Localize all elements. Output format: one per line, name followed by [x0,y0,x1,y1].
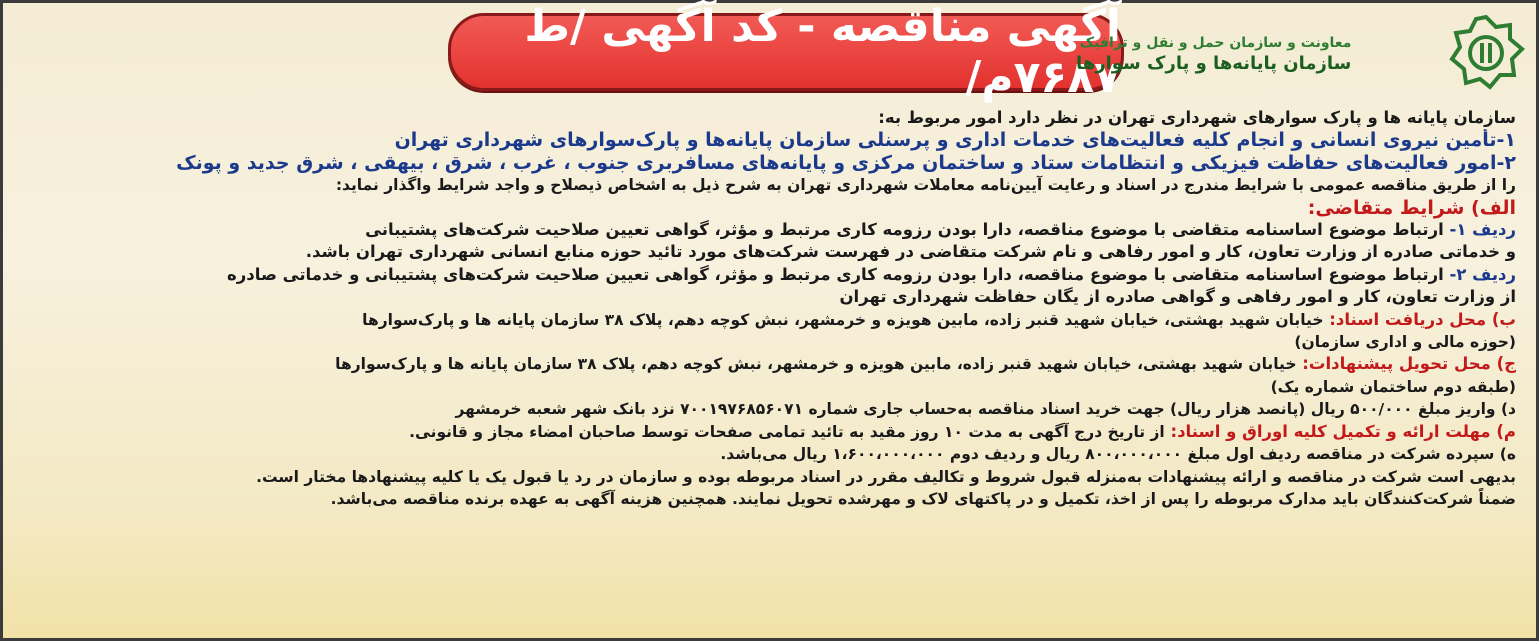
item-1: ۱-تأمین نیروی انسانی و انجام کلیه فعالیت‌های خدمات اداری و پرسنلی سازمان پایانه‌ها و پارک‌سوارهای شهرداری تهران [394,129,1516,152]
logo-text [1076,35,1351,75]
section-j [23,353,1516,375]
note-1: بدیهی است شرکت در مناقصه و ارائه پیشنهادات به‌منزله قبول شروط و تکالیف مقرر در اسناد مربوطه بوده و سازمان در رد یا قبول یک یا کلیه پیشنهادها مختار است. [256,467,1516,486]
section-m-text: از تاریخ درج آگهی به مدت ۱۰ روز مقید به تائید تمامی صفحات توسط صاحبان امضاء مجاز و قانونی. [409,422,1165,441]
section-m-label: م) مهلت ارائه و تکمیل کلیه اوراق و اسناد: [1170,421,1516,441]
row-1-line-1 [23,219,1516,241]
logo-subtitle: معاونت و سازمان حمل و نقل و ترافیک [1079,35,1352,51]
section-b-label: ب) محل دریافت اسناد: [1329,309,1516,329]
item-2: ۲-امور فعالیت‌های حفاظت فیزیکی و انتظامات ستاد و ساختمان مرکزی و پایانه‌های مسافربری جنوب ، غرب ، شرق ، بیهقی ، شرق جدید و پونک [176,151,1516,174]
row-2-line-2: از وزارت تعاون، کار و امور رفاهی و گواهی صادره از یگان حفاظت شهرداری تهران [839,287,1516,307]
organization-logo [1076,21,1436,89]
row-2-label: ردیف ۲- [1449,264,1516,284]
section-d: د) واریز مبلغ ۵۰۰/۰۰۰ ریال (پانصد هزار ریال) جهت خرید اسناد مناقصه به‌حساب جاری شماره ۷۰۰۱۹۷۶۸۵۶۰۷۱ نزد بانک شهر شعبه خرمشهر [455,400,1516,419]
row-2-text: ارتباط موضوع اساسنامه متقاضی با موضوع مناقصه، دارا بودن رزومه کاری مرتبط و مؤثر، گواهی تعیین صلاحیت شرکت‌های پشتیبانی و خدماتی صادره [227,264,1444,284]
section-m [23,421,1516,443]
tehran-municipality-logo-icon [1446,13,1526,93]
intro-2: را از طریق مناقصه عمومی با شرایط مندرج در اسناد و رعایت آیین‌نامه معاملات شهرداری تهران به شرح ذیل به اشخاص ذیصلاح و واجد شرایط واگذار نماید: [335,176,1516,195]
section-b-text: خیابان شهید بهشتی، خیابان شهید قنبر زاده، مابین هویزه و خرمشهر، نبش کوچه دهم، پلاک ۳۸ سازمان پایانه ها و پارک‌سوارها [362,310,1324,329]
row-2-line-1 [23,264,1516,286]
intro-text: سازمان پایانه ها و پارک سوارهای شهرداری تهران در نظر دارد امور مربوط به: [878,108,1516,127]
section-j-text: خیابان شهید بهشتی، خیابان شهید قنبر زاده، مابین هویزه و خرمشهر، نبش کوچه دهم، پلاک ۳۸ سازمان پایانه ها و پارک‌سوارها [335,355,1297,374]
section-b-text-2: (حوزه مالی و اداری سازمان) [1294,333,1516,352]
section-h: ه) سپرده شرکت در مناقصه ردیف اول مبلغ ۸۰۰،۰۰۰،۰۰۰ ریال و ردیف دوم ۱،۶۰۰،۰۰۰،۰۰۰ ریال می‌باشد. [720,445,1516,464]
row-1-text: ارتباط موضوع اساسنامه متقاضی با موضوع مناقصه، دارا بودن رزومه کاری مرتبط و مؤثر، گواهی تعیین صلاحیت شرکت‌های پشتیبانی [365,220,1444,240]
notice-title: آگهی مناقصه - کد آگهی /ط ۷۶۸۷م/ [524,1,1121,103]
section-j-label: ج) محل تحویل پیشنهادات: [1302,354,1516,374]
note-2: ضمناً شرکت‌کنندگان باید مدارک مربوطه را پس از اخذ، تکمیل و در پاکتهای لاک و مهرشده تحویل نمایند. همچنین هزینه آگهی به عهده برنده مناقصه می‌باشد. [330,489,1516,508]
section-j-text-2: (طبقه دوم ساختمان شماره یک) [1270,377,1516,396]
row-1-label: ردیف ۱- [1449,220,1516,240]
notice-title-banner [448,1,1124,103]
notice-body [23,107,1516,510]
section-b [23,309,1516,331]
logo-name: سازمان پایانه‌ها و پارک سوارها [1076,52,1352,74]
conditions-title: الف) شرایط متقاضی: [1307,196,1516,219]
row-1-line-2: و خدماتی صادره از وزارت تعاون، کار و امور رفاهی و نام شرکت متقاضی در فهرست شرکت‌های مورد تائید حوزه منابع انسانی شهرداری تهران باشد. [305,242,1516,262]
